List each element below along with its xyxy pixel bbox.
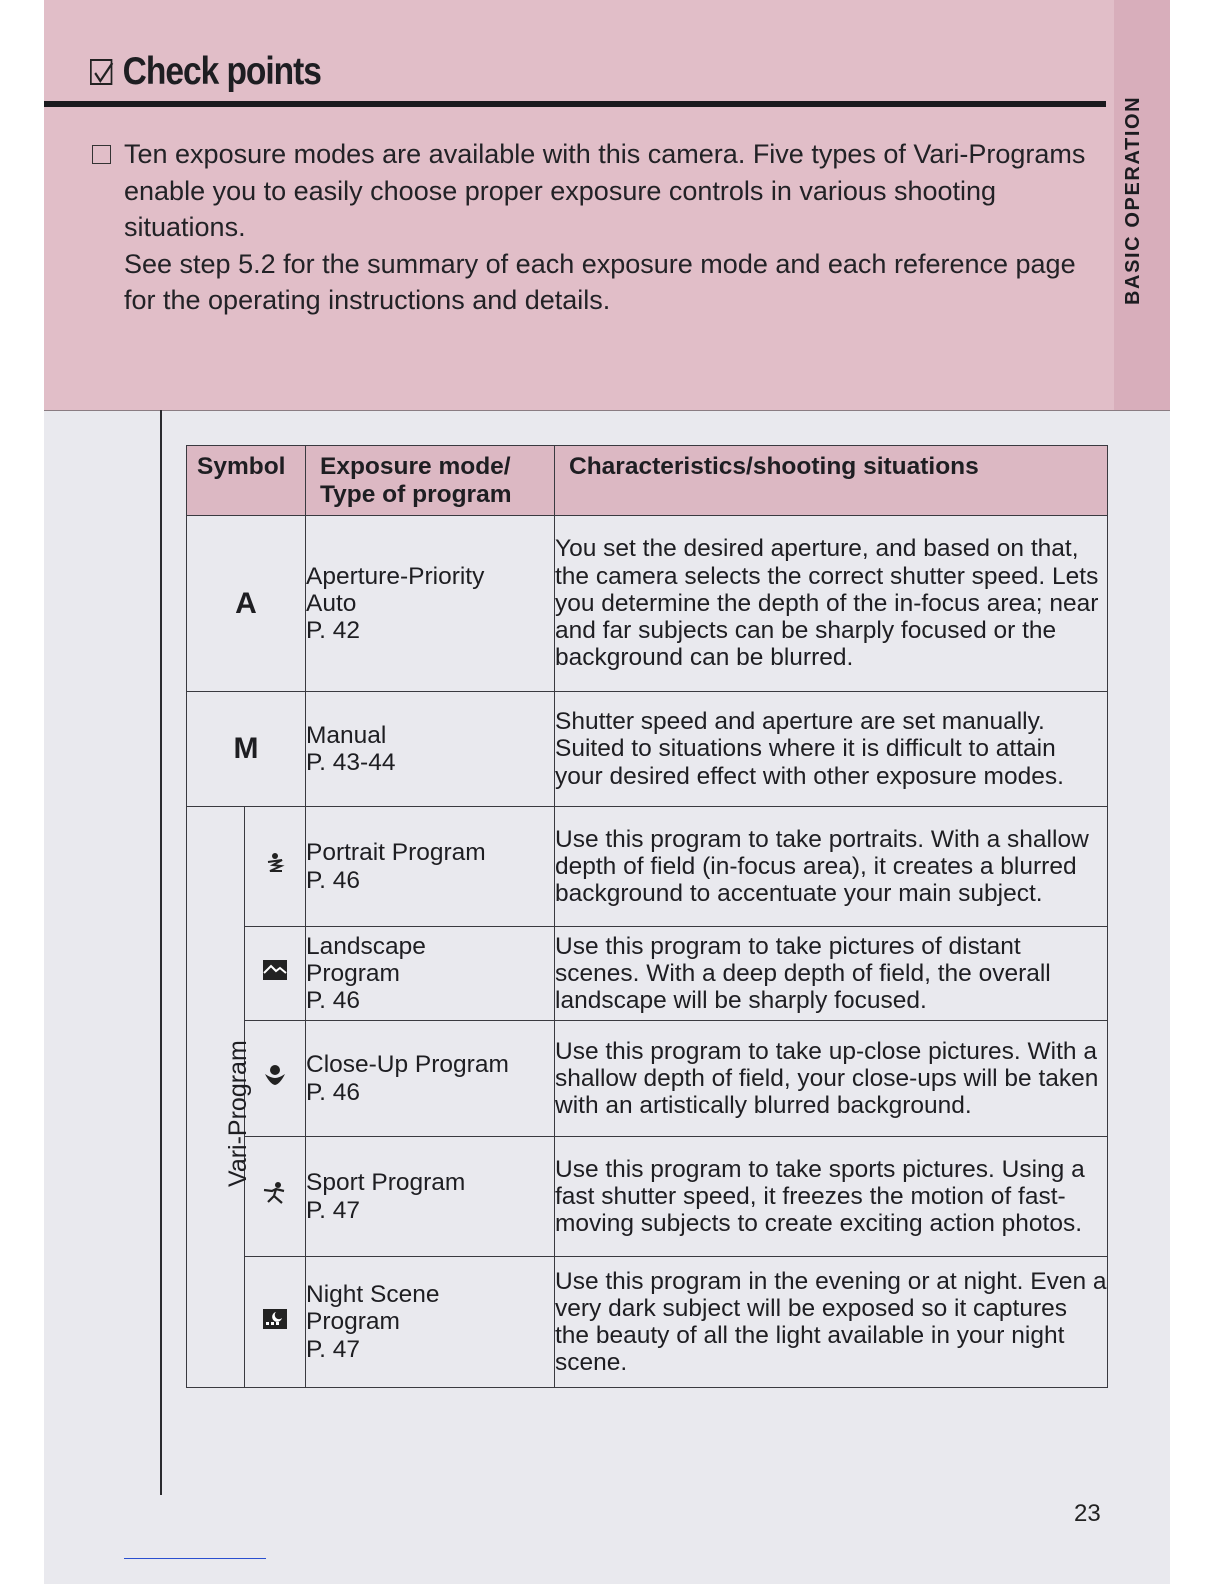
portrait-icon bbox=[245, 807, 306, 927]
table-header-row bbox=[187, 446, 1108, 516]
checkmark-box-icon bbox=[90, 59, 112, 85]
mode-cell bbox=[306, 1021, 555, 1137]
intro-text bbox=[124, 136, 1114, 319]
mode-line: Aperture-Priority bbox=[306, 562, 485, 590]
intro-paragraph-2: See step 5.2 for the summary of each exposure mode and each reference page for the operating instructions and details. bbox=[124, 248, 1076, 315]
sport-icon bbox=[245, 1137, 306, 1257]
characteristics-cell: Use this program in the evening or at night. Even a very dark subject will be exposed so it captures the beauty of all the light available in your night scene. bbox=[555, 1257, 1108, 1388]
mode-line: Night Scene bbox=[306, 1281, 440, 1309]
header-exposure-mode-line2: Type of program bbox=[320, 481, 512, 508]
page-number: 23 bbox=[1074, 1500, 1101, 1527]
intro-paragraph-1: Ten exposure modes are available with this camera. Five types of Vari-Programs enable you to easily choose proper exposure controls in various shooting situations. bbox=[124, 139, 1086, 242]
header-symbol: Symbol bbox=[187, 446, 306, 516]
mode-cell bbox=[306, 927, 555, 1021]
vari-program-cell bbox=[187, 807, 252, 1388]
page-reference: P. 47 bbox=[306, 1196, 361, 1224]
table-row bbox=[187, 807, 1108, 927]
mode-cell bbox=[306, 692, 555, 807]
table-row bbox=[187, 692, 1108, 807]
page-reference: P. 43-44 bbox=[306, 749, 396, 776]
page-reference: P. 42 bbox=[306, 617, 361, 645]
exposure-modes-table bbox=[186, 445, 1108, 1388]
symbol-a: A bbox=[187, 516, 306, 692]
header-characteristics: Characteristics/shooting situations bbox=[555, 446, 1108, 516]
characteristics-cell: Use this program to take sports pictures. Using a fast shutter speed, it freezes the motion of fast-moving subjects to create exciting action photos. bbox=[555, 1137, 1108, 1257]
mode-line: Landscape bbox=[306, 932, 426, 960]
page-reference: P. 46 bbox=[306, 866, 361, 894]
mode-line: Portrait Program bbox=[306, 839, 486, 867]
characteristics-cell: Use this program to take up-close pictures. With a shallow depth of field, your close-ups will be taken with an artistically blurred background. bbox=[555, 1021, 1108, 1137]
close-up-icon bbox=[245, 1021, 306, 1137]
night-scene-icon bbox=[245, 1257, 306, 1388]
mode-line: Auto bbox=[306, 589, 357, 617]
section-side-label: BASIC OPERATION bbox=[1122, 95, 1144, 305]
vari-program-label: Vari-Program bbox=[224, 1040, 252, 1187]
bullet-box-icon bbox=[92, 145, 111, 164]
mode-line: Manual bbox=[306, 721, 387, 749]
table-row bbox=[187, 1257, 1108, 1388]
symbol-m: M bbox=[187, 692, 306, 807]
table-row bbox=[187, 1137, 1108, 1257]
heading-rule bbox=[44, 101, 1106, 107]
table-row bbox=[187, 927, 1108, 1021]
mode-cell bbox=[306, 516, 555, 692]
page-reference: P. 47 bbox=[306, 1335, 361, 1363]
characteristics-cell: Shutter speed and aperture are set manually. Suited to situations where it is difficult to attain your desired effect with other exposure modes. bbox=[555, 692, 1108, 807]
page-reference: P. 46 bbox=[306, 1078, 361, 1106]
header-exposure-mode bbox=[306, 446, 555, 516]
manual-page bbox=[44, 0, 1170, 1584]
edge-mark bbox=[124, 1558, 266, 1559]
check-points-title: Check points bbox=[122, 50, 321, 93]
characteristics-cell: Use this program to take portraits. With a shallow depth of field (in-focus area), it creates a blurred background to accentuate your main subject. bbox=[555, 807, 1108, 927]
landscape-icon bbox=[245, 927, 306, 1021]
mode-line: Program bbox=[306, 1308, 400, 1336]
mode-cell bbox=[306, 1257, 555, 1388]
mode-cell bbox=[306, 807, 555, 927]
table-row bbox=[187, 516, 1108, 692]
check-points-heading bbox=[90, 50, 321, 94]
characteristics-cell: Use this program to take pictures of distant scenes. With a deep depth of field, the overall landscape will be sharply focused. bbox=[555, 927, 1108, 1021]
mode-line: Close-Up Program bbox=[306, 1051, 509, 1079]
header-exposure-mode-line1: Exposure mode/ bbox=[320, 453, 511, 480]
mode-cell bbox=[306, 1137, 555, 1257]
margin-rule bbox=[160, 410, 162, 1495]
check-points-panel bbox=[44, 0, 1170, 411]
page-reference: P. 46 bbox=[306, 987, 361, 1015]
mode-line: Sport Program bbox=[306, 1169, 466, 1197]
characteristics-cell: You set the desired aperture, and based on that, the camera selects the correct shutter speed. Lets you determine the depth of the in-focus area; near and far subjects can be sharply focused or the background can be blurred. bbox=[555, 516, 1108, 692]
mode-line: Program bbox=[306, 959, 400, 987]
table-row bbox=[187, 1021, 1108, 1137]
